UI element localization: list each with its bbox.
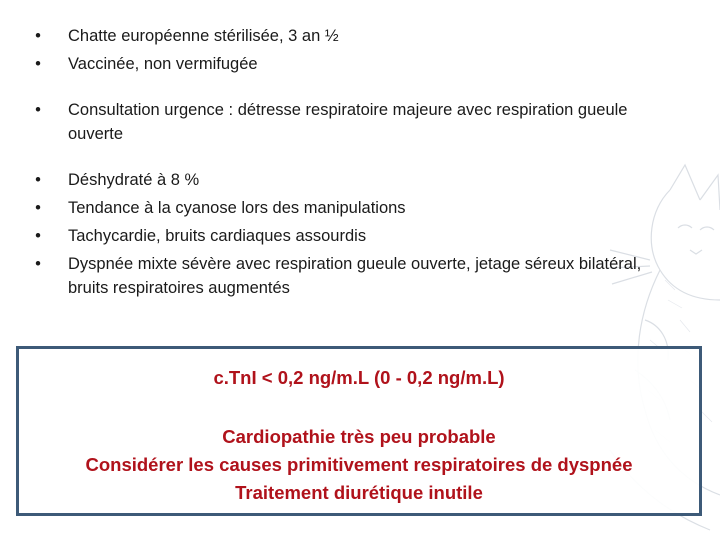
bullet-icon: • — [35, 227, 41, 245]
bullet-list — [28, 22, 668, 302]
list-item — [28, 250, 668, 302]
list-item-text: Déshydraté à 8 % — [68, 171, 200, 189]
bullet-group-patient — [28, 22, 668, 78]
list-item — [28, 166, 668, 194]
troponin-result: c.TnI < 0,2 ng/m.L (0 - 0,2 ng/m.L) — [213, 367, 505, 388]
bullet-icon: • — [35, 171, 41, 189]
list-item — [28, 194, 668, 222]
list-item-text: Tendance à la cyanose lors des manipulations — [68, 199, 406, 217]
bullet-icon: • — [35, 27, 41, 45]
list-item — [28, 222, 668, 250]
list-item-text: Tachycardie, bruits cardiaques assourdis — [68, 227, 367, 245]
list-item — [28, 22, 668, 50]
conclusion-item: Cardiopathie très peu probable — [222, 426, 496, 447]
conclusion-list — [19, 423, 699, 507]
bullet-icon: • — [35, 199, 41, 217]
conclusion-item: Traitement diurétique inutile — [235, 482, 483, 503]
bullet-icon: • — [35, 55, 41, 73]
bullet-group-exam — [28, 166, 668, 302]
list-item-text: Consultation urgence : détresse respiratoire majeure avec respiration gueule ouverte — [68, 101, 628, 143]
bullet-icon: • — [35, 255, 41, 273]
list-item-text: Dyspnée mixte sévère avec respiration gueule ouverte, jetage séreux bilatéral, bruits respiratoires augmentés — [68, 255, 642, 297]
list-item-text: Vaccinée, non vermifugée — [68, 55, 258, 73]
bullet-icon: • — [35, 101, 41, 119]
bullet-group-consultation — [28, 96, 668, 148]
result-box — [16, 346, 702, 516]
list-item — [28, 96, 668, 148]
conclusion-item: Considérer les causes primitivement respiratoires de dyspnée — [85, 454, 633, 475]
list-item — [28, 50, 668, 78]
list-item-text: Chatte européenne stérilisée, 3 an ½ — [68, 27, 339, 45]
